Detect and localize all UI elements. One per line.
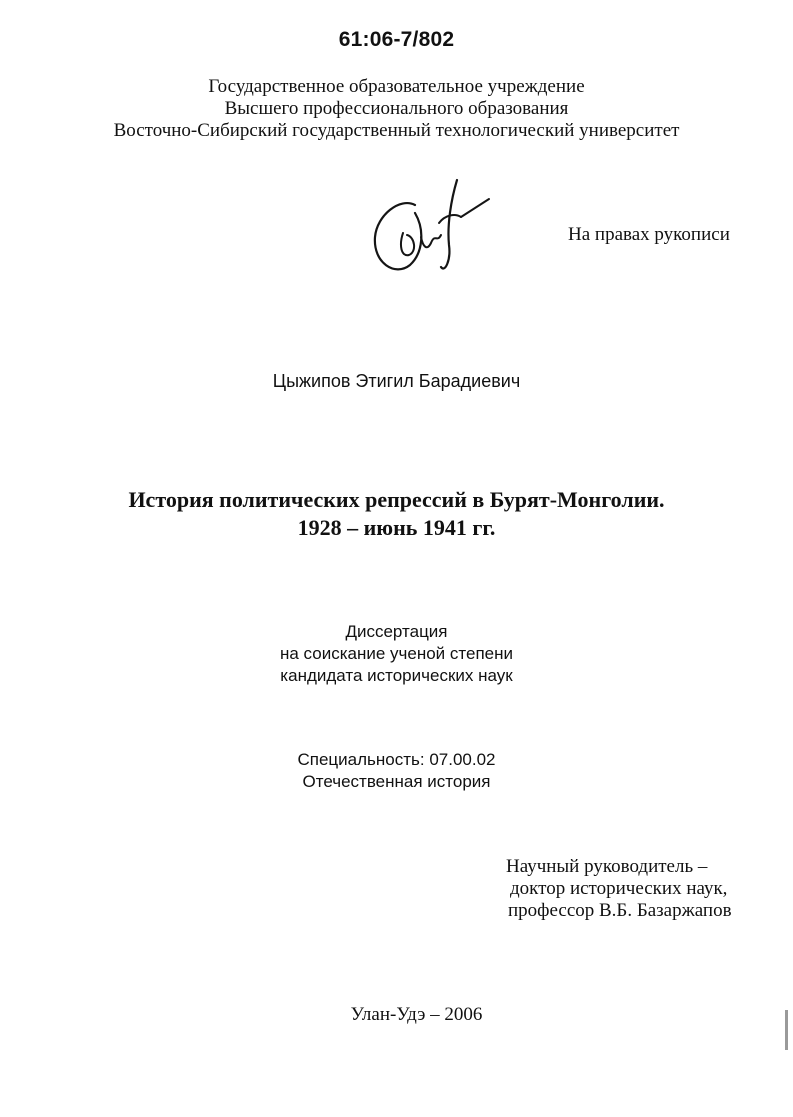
signature-image [365,175,495,285]
advisor-block [506,856,732,922]
dissertation-line-2: на соискание ученой степени [279,644,513,663]
dissertation-title [0,486,793,542]
title-line-1: История политических репрессий в Бурят-Монголии. [128,487,665,512]
advisor-line-3: профессор В.Б. Базаржапов [508,900,732,921]
institution-line-2: Высшего профессионального образования [224,98,569,119]
institution-line-1: Государственное образовательное учреждение [208,76,585,97]
advisor-line-1: Научный руководитель – [506,856,708,877]
scan-edge-mark [785,1010,788,1050]
author-name: Цыжипов Этигил Барадиевич [272,371,521,391]
advisor-line-2: доктор исторических наук, [510,878,728,899]
dissertation-type [0,621,793,687]
specialty-line-2: Отечественная история [302,772,491,791]
institution-line-3: Восточно-Сибирский государственный технологический университет [113,120,680,141]
title-line-2: 1928 – июнь 1941 гг. [297,515,496,540]
catalog-number: 61:06-7/802 [338,28,455,51]
city-year: Улан-Удэ – 2006 [350,1004,483,1025]
specialty-block [0,749,793,793]
dissertation-line-3: кандидата исторических наук [280,666,513,685]
rights-note: На правах рукописи [568,224,730,245]
dissertation-line-1: Диссертация [345,622,448,641]
institution-block [0,76,793,142]
specialty-line-1: Специальность: 07.00.02 [297,750,496,769]
